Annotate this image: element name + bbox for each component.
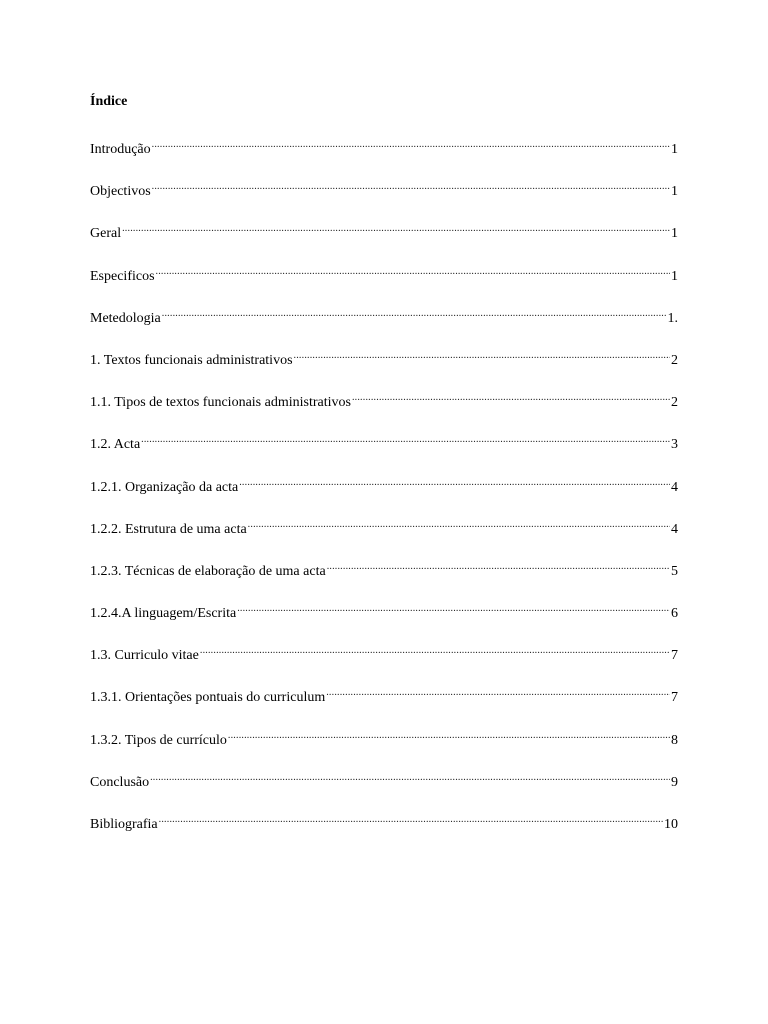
- toc-entry[interactable]: [90, 557, 678, 599]
- toc-entry-page-number: 3: [671, 437, 678, 453]
- toc-entry[interactable]: [90, 473, 678, 515]
- toc-entry-page-number: 8: [671, 732, 678, 748]
- toc-dot-leader: [152, 177, 670, 195]
- toc-entry-page-number: 4: [671, 479, 678, 495]
- toc-entry-label: 1.2. Acta: [90, 437, 141, 453]
- toc-entry[interactable]: [90, 346, 678, 388]
- toc-entry[interactable]: [90, 768, 678, 810]
- toc-dot-leader: [294, 346, 670, 364]
- toc-entry-label: 1.2.3. Técnicas de elaboração de uma acta: [90, 563, 326, 579]
- toc-entry-page-number: 1.: [667, 310, 678, 326]
- toc-entry-label: Geral: [90, 226, 122, 242]
- toc-entry-label: Especificos: [90, 268, 155, 284]
- toc-dot-leader: [228, 726, 670, 744]
- toc-entry-label: 1.2.1. Organização da acta: [90, 479, 239, 495]
- toc-entry-page-number: 1: [671, 142, 678, 157]
- toc-dot-leader: [200, 641, 670, 659]
- toc-entry-label: 1. Textos funcionais administrativos: [90, 352, 293, 368]
- toc-dot-leader: [162, 304, 667, 322]
- toc-dot-leader: [352, 388, 670, 406]
- toc-entry-label: Objectivos: [90, 184, 151, 200]
- toc-entry[interactable]: [90, 810, 678, 852]
- toc-entry[interactable]: [90, 262, 678, 304]
- toc-entry-label: 1.2.4.A linguagem/Escrita: [90, 606, 237, 622]
- toc-entry-label: 1.2.2. Estrutura de uma acta: [90, 521, 247, 537]
- toc-entry[interactable]: [90, 135, 678, 177]
- toc-entry-page-number: 6: [671, 606, 678, 622]
- toc-dot-leader: [327, 557, 670, 575]
- toc-dot-leader: [326, 683, 670, 701]
- toc-entry[interactable]: [90, 726, 678, 768]
- toc-entry-page-number: 2: [671, 352, 678, 368]
- toc-entry-label: 1.1. Tipos de textos funcionais administrativos: [90, 395, 351, 411]
- toc-entry-page-number: 1: [671, 184, 678, 200]
- toc-dot-leader: [152, 135, 670, 153]
- toc-entry[interactable]: [90, 388, 678, 430]
- toc-entry-label: Metedologia: [90, 310, 161, 326]
- toc-entry-page-number: 2: [671, 395, 678, 411]
- toc-dot-leader: [156, 262, 670, 280]
- toc-entry[interactable]: [90, 430, 678, 472]
- toc-title: Índice: [90, 94, 128, 109]
- toc-dot-leader: [237, 599, 670, 617]
- toc-entry[interactable]: [90, 641, 678, 683]
- toc-entry-label: Conclusão: [90, 774, 150, 790]
- toc-entry[interactable]: [90, 177, 678, 219]
- toc-dot-leader: [150, 768, 670, 786]
- toc-entry[interactable]: [90, 683, 678, 725]
- toc-dot-leader: [159, 810, 663, 828]
- toc-entry-page-number: 7: [671, 648, 678, 664]
- toc-dot-leader: [248, 515, 670, 533]
- toc-entry-page-number: 1: [671, 268, 678, 284]
- toc-entry-page-number: 9: [671, 774, 678, 790]
- toc-dot-leader: [239, 473, 670, 491]
- toc-entry-label: Bibliografia: [90, 817, 158, 832]
- toc-entry-page-number: 5: [671, 563, 678, 579]
- toc-entry-label: 1.3. Curriculo vitae: [90, 648, 199, 664]
- toc-entry-page-number: 1: [671, 226, 678, 242]
- toc-entry-page-number: 7: [671, 690, 678, 706]
- table-of-contents: [90, 135, 678, 852]
- toc-entry-page-number: 4: [671, 521, 678, 537]
- toc-entry[interactable]: [90, 219, 678, 261]
- toc-dot-leader: [141, 430, 670, 448]
- toc-entry[interactable]: [90, 304, 678, 346]
- toc-entry-label: 1.3.2. Tipos de currículo: [90, 732, 227, 748]
- toc-entry[interactable]: [90, 599, 678, 641]
- toc-entry-page-number: 10: [664, 817, 678, 832]
- toc-entry-label: 1.3.1. Orientações pontuais do curriculum: [90, 690, 326, 706]
- toc-entry-label: Introdução: [90, 142, 151, 157]
- toc-dot-leader: [122, 219, 670, 237]
- toc-entry[interactable]: [90, 515, 678, 557]
